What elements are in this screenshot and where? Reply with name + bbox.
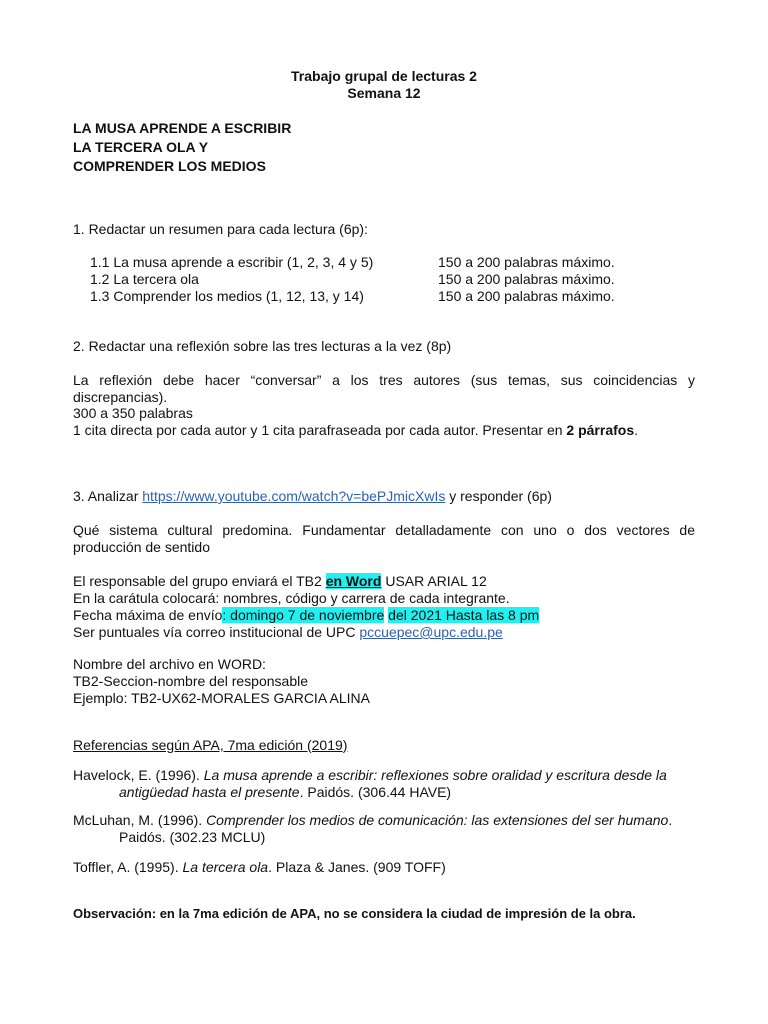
submission-block: [73, 573, 695, 641]
filename-line3: Ejemplo: TB2-UX62-MORALES GARCIA ALINA: [73, 690, 370, 706]
word-highlight: en Word: [325, 573, 382, 589]
email-link[interactable]: pccuepec@upc.edu.pe: [359, 624, 503, 640]
document-title: Trabajo grupal de lecturas 2: [291, 68, 477, 84]
references-heading: Referencias según APA, 7ma edición (2019): [73, 737, 348, 753]
filename-line1: Nombre del archivo en WORD:: [73, 656, 266, 672]
ref-rest: Paidós. (302.23 MCLU): [119, 829, 266, 845]
list-item: [73, 288, 695, 305]
list-item: [73, 271, 695, 288]
task2-para2: [73, 422, 695, 439]
submission-line4: [73, 624, 695, 641]
line4-text: Ser puntuales vía correo institucional de UPC: [73, 624, 360, 640]
ref-author: Havelock, E. (1996).: [73, 767, 204, 783]
reading-title: LA MUSA APRENDE A ESCRIBIR: [73, 120, 292, 136]
filename-block: [73, 656, 695, 707]
reading-title: COMPRENDER LOS MEDIOS: [73, 158, 266, 174]
ref-rest: . Plaza & Janes. (909 TOFF): [268, 859, 446, 875]
task3-line: [73, 488, 695, 505]
ref-title: La tercera ola: [182, 859, 269, 875]
ref-title-cont: antigüedad hasta el presente: [119, 784, 300, 800]
task3-prefix: 3. Analizar: [73, 488, 143, 504]
list-item: [73, 254, 695, 271]
item-label: 1.2 La tercera ola: [90, 271, 199, 287]
reference-item: [73, 812, 695, 846]
reading-title: LA TERCERA OLA Y: [73, 139, 209, 155]
ref-author: McLuhan, M. (1996).: [73, 812, 207, 828]
ref-author: Toffler, A. (1995).: [73, 859, 183, 875]
date-highlight: : domingo 7 de noviembre: [222, 607, 385, 623]
item-label: 1.3 Comprender los medios (1, 12, 13, y 14): [90, 288, 364, 304]
task3-question: Qué sistema cultural predomina. Fundamentar detalladamente con uno o dos vectores de producción de sentido: [73, 522, 695, 555]
line1-text: El responsable del grupo enviará el TB2: [73, 573, 326, 589]
ref-rest: . Paidós. (306.44 HAVE): [299, 784, 452, 800]
line3-text: Fecha máxima de envío: [73, 607, 223, 623]
submission-line3: [73, 607, 695, 624]
para2-bold: 2 párrafos: [566, 422, 635, 438]
reference-item: [73, 859, 695, 876]
task2-heading: 2. Redactar una reflexión sobre las tres lecturas a la vez (8p): [73, 338, 452, 354]
title-block: [73, 68, 695, 102]
ref-period: .: [668, 812, 673, 828]
para2-text: 1 cita directa por cada autor y 1 cita parafraseada por cada autor. Presentar en: [73, 422, 567, 438]
filename-line2: TB2-Seccion-nombre del responsable: [73, 673, 309, 689]
ref-title: Comprender los medios de comunicación: las extensiones del ser humano: [206, 812, 669, 828]
submission-line1: [73, 573, 695, 590]
item-limit: 150 a 200 palabras máximo.: [438, 288, 615, 304]
ref-title: La musa aprende a escribir: reflexiones sobre oralidad y escritura desde la: [203, 767, 667, 783]
line1-end: USAR ARIAL 12: [381, 573, 487, 589]
task3-suffix: y responder (6p): [445, 488, 552, 504]
week-label: Semana 12: [347, 85, 421, 101]
task1-items: [73, 254, 695, 305]
task1-heading: 1. Redactar un resumen para cada lectura (6p):: [73, 221, 368, 237]
item-limit: 150 a 200 palabras máximo.: [438, 271, 615, 287]
item-limit: 150 a 200 palabras máximo.: [438, 254, 615, 270]
para2-end: .: [634, 422, 638, 438]
time-highlight: del 2021 Hasta las 8 pm: [388, 607, 540, 623]
submission-line2: En la carátula colocará: nombres, código y carrera de cada integrante.: [73, 590, 510, 606]
reference-item: [73, 767, 695, 801]
item-label: 1.1 La musa aprende a escribir (1, 2, 3, 4 y 5): [90, 254, 374, 270]
readings-list: [73, 119, 291, 176]
task2-words: 300 a 350 palabras: [73, 405, 193, 421]
observation-note: Observación: en la 7ma edición de APA, no se considera la ciudad de impresión de la obra.: [73, 906, 636, 921]
youtube-link[interactable]: https://www.youtube.com/watch?v=bePJmicXwIs: [142, 488, 446, 504]
task2-para1: La reflexión debe hacer “conversar” a los tres autores (sus temas, sus coincidencias y discrepancias).: [73, 372, 695, 405]
